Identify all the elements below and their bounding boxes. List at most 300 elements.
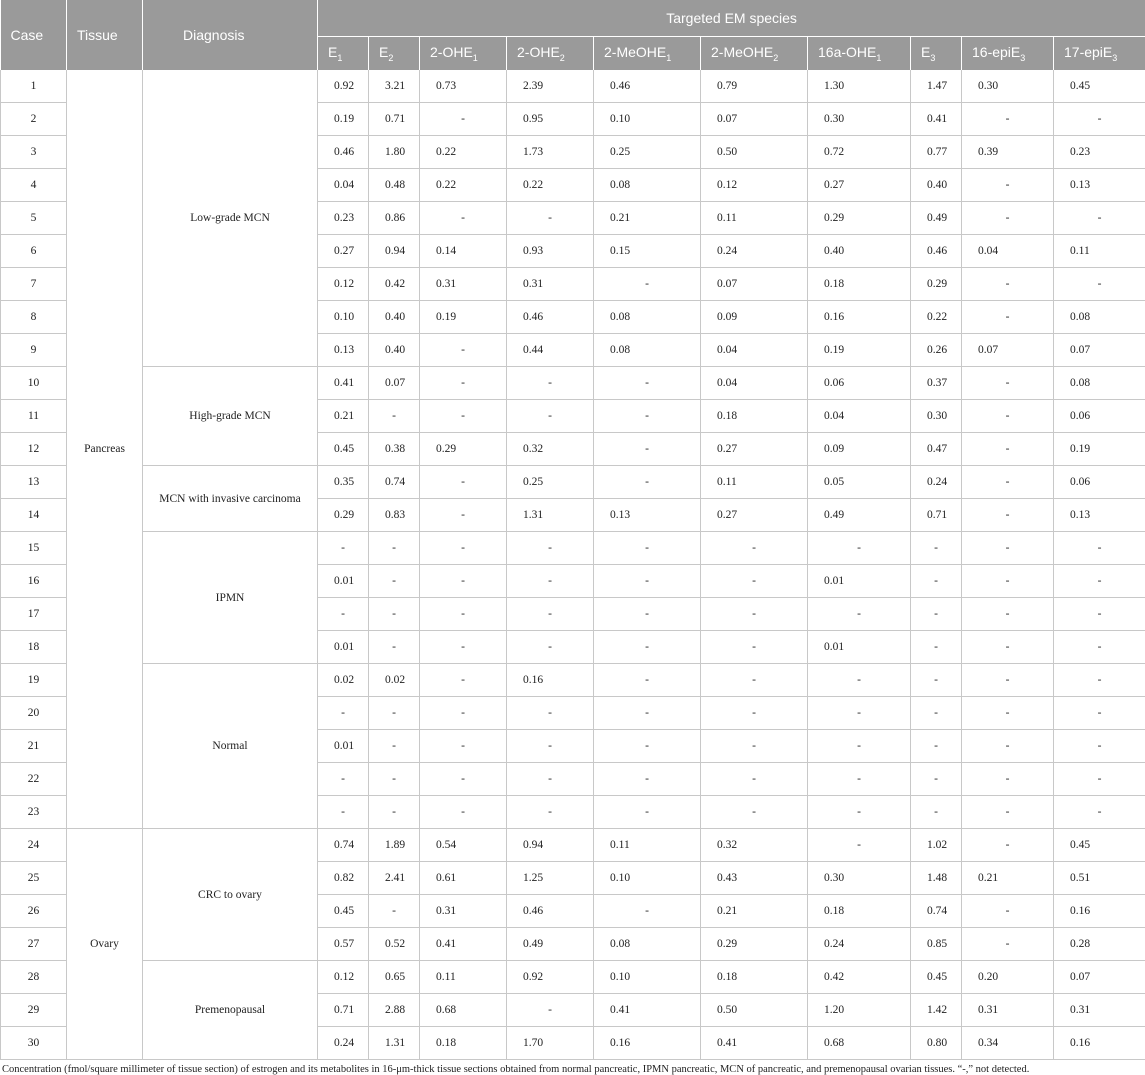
header-tissue: Tissue <box>67 0 143 70</box>
case-number: 24 <box>1 829 67 862</box>
value-cell: 0.40 <box>911 169 962 202</box>
value-cell: - <box>594 466 701 499</box>
value-cell: 0.86 <box>369 202 420 235</box>
value-cell: - <box>808 763 911 796</box>
value-cell: - <box>911 763 962 796</box>
value-cell: 0.74 <box>369 466 420 499</box>
value-cell: - <box>962 169 1054 202</box>
value-cell: - <box>594 763 701 796</box>
table-row <box>1 532 1145 565</box>
value-cell: - <box>962 664 1054 697</box>
species-subscript: 3 <box>1020 53 1025 63</box>
value-cell: - <box>1054 103 1145 136</box>
value-cell: - <box>594 268 701 301</box>
value-cell: 0.65 <box>369 961 420 994</box>
value-cell: 0.54 <box>420 829 507 862</box>
diagnosis-cell: MCN with invasive carcinoma <box>143 466 318 532</box>
value-cell: 0.19 <box>420 301 507 334</box>
value-cell: 0.39 <box>962 136 1054 169</box>
species-name: 16-epiE <box>972 44 1020 60</box>
case-number: 3 <box>1 136 67 169</box>
value-cell: 0.13 <box>1054 169 1145 202</box>
value-cell: 0.18 <box>808 268 911 301</box>
value-cell: 0.24 <box>808 928 911 961</box>
case-number: 29 <box>1 994 67 1027</box>
header-case: Case <box>1 0 67 70</box>
value-cell: 0.12 <box>701 169 808 202</box>
value-cell: - <box>594 796 701 829</box>
value-cell: 0.08 <box>594 928 701 961</box>
value-cell: - <box>962 466 1054 499</box>
value-cell: 0.11 <box>594 829 701 862</box>
value-cell: - <box>1054 532 1145 565</box>
species-name: 2-OHE <box>517 44 560 60</box>
value-cell: 1.48 <box>911 862 962 895</box>
value-cell: 0.08 <box>594 169 701 202</box>
value-cell: 0.92 <box>507 961 594 994</box>
value-cell: - <box>594 598 701 631</box>
value-cell: 1.25 <box>507 862 594 895</box>
value-cell: - <box>594 367 701 400</box>
value-cell: 0.18 <box>808 895 911 928</box>
value-cell: - <box>420 532 507 565</box>
header-species <box>701 37 808 71</box>
value-cell: 0.71 <box>369 103 420 136</box>
value-cell: 0.45 <box>911 961 962 994</box>
species-subscript: 2 <box>773 53 778 63</box>
value-cell: - <box>808 664 911 697</box>
value-cell: - <box>420 334 507 367</box>
case-number: 28 <box>1 961 67 994</box>
header-species <box>808 37 911 71</box>
value-cell: 0.06 <box>808 367 911 400</box>
value-cell: - <box>369 565 420 598</box>
value-cell: 0.06 <box>1054 400 1145 433</box>
value-cell: 0.41 <box>594 994 701 1027</box>
value-cell: 0.14 <box>420 235 507 268</box>
value-cell: 0.71 <box>911 499 962 532</box>
case-number: 20 <box>1 697 67 730</box>
value-cell: - <box>962 499 1054 532</box>
case-number: 16 <box>1 565 67 598</box>
value-cell: 0.68 <box>808 1027 911 1060</box>
value-cell: 0.13 <box>594 499 701 532</box>
value-cell: - <box>420 631 507 664</box>
value-cell: 0.11 <box>701 466 808 499</box>
value-cell: - <box>1054 763 1145 796</box>
value-cell: - <box>507 598 594 631</box>
value-cell: - <box>808 697 911 730</box>
header-species <box>369 37 420 71</box>
value-cell: - <box>507 994 594 1027</box>
value-cell: 0.27 <box>701 433 808 466</box>
value-cell: 0.12 <box>318 961 369 994</box>
value-cell: 0.45 <box>318 433 369 466</box>
value-cell: 0.13 <box>318 334 369 367</box>
value-cell: 1.47 <box>911 70 962 103</box>
value-cell: 0.29 <box>701 928 808 961</box>
value-cell: 1.42 <box>911 994 962 1027</box>
header-species <box>420 37 507 71</box>
tissue-cell: Ovary <box>67 829 143 1060</box>
value-cell: 0.15 <box>594 235 701 268</box>
value-cell: 1.70 <box>507 1027 594 1060</box>
value-cell: - <box>701 598 808 631</box>
value-cell: 0.08 <box>1054 301 1145 334</box>
value-cell: 0.79 <box>701 70 808 103</box>
value-cell: 0.20 <box>962 961 1054 994</box>
value-cell: - <box>420 598 507 631</box>
value-cell: 0.49 <box>507 928 594 961</box>
value-cell: 0.41 <box>911 103 962 136</box>
value-cell: - <box>808 829 911 862</box>
value-cell: 0.27 <box>318 235 369 268</box>
value-cell: - <box>701 532 808 565</box>
value-cell: 2.41 <box>369 862 420 895</box>
value-cell: 0.07 <box>369 367 420 400</box>
value-cell: 0.10 <box>594 862 701 895</box>
value-cell: 0.44 <box>507 334 594 367</box>
value-cell: - <box>507 532 594 565</box>
value-cell: 0.73 <box>420 70 507 103</box>
value-cell: 0.35 <box>318 466 369 499</box>
value-cell: 0.30 <box>808 862 911 895</box>
value-cell: 2.88 <box>369 994 420 1027</box>
value-cell: 1.30 <box>808 70 911 103</box>
value-cell: 0.07 <box>1054 334 1145 367</box>
value-cell: - <box>911 697 962 730</box>
value-cell: 0.07 <box>962 334 1054 367</box>
value-cell: 0.01 <box>808 565 911 598</box>
value-cell: 0.82 <box>318 862 369 895</box>
value-cell: - <box>701 565 808 598</box>
value-cell: - <box>911 565 962 598</box>
header-species <box>507 37 594 71</box>
value-cell: - <box>369 763 420 796</box>
species-subscript: 1 <box>666 53 671 63</box>
value-cell: - <box>1054 796 1145 829</box>
case-number: 1 <box>1 70 67 103</box>
value-cell: - <box>962 301 1054 334</box>
value-cell: 0.04 <box>962 235 1054 268</box>
value-cell: - <box>507 730 594 763</box>
value-cell: - <box>369 730 420 763</box>
value-cell: - <box>369 400 420 433</box>
value-cell: 0.42 <box>808 961 911 994</box>
value-cell: 0.09 <box>701 301 808 334</box>
value-cell: 0.80 <box>911 1027 962 1060</box>
value-cell: - <box>701 631 808 664</box>
value-cell: - <box>594 433 701 466</box>
value-cell: 0.24 <box>318 1027 369 1060</box>
value-cell: 0.31 <box>420 895 507 928</box>
value-cell: - <box>369 895 420 928</box>
case-number: 15 <box>1 532 67 565</box>
value-cell: 0.01 <box>318 631 369 664</box>
value-cell: 2.39 <box>507 70 594 103</box>
value-cell: - <box>808 532 911 565</box>
value-cell: - <box>507 631 594 664</box>
value-cell: 0.31 <box>507 268 594 301</box>
header-species <box>962 37 1054 71</box>
value-cell: 0.92 <box>318 70 369 103</box>
value-cell: - <box>369 631 420 664</box>
header-targeted-em-species: Targeted EM species <box>318 0 1145 37</box>
value-cell: - <box>701 730 808 763</box>
value-cell: - <box>507 565 594 598</box>
case-number: 22 <box>1 763 67 796</box>
value-cell: 0.04 <box>701 334 808 367</box>
value-cell: - <box>318 796 369 829</box>
value-cell: 0.40 <box>808 235 911 268</box>
value-cell: 0.04 <box>701 367 808 400</box>
value-cell: 0.46 <box>911 235 962 268</box>
value-cell: 1.73 <box>507 136 594 169</box>
value-cell: - <box>911 664 962 697</box>
value-cell: 1.31 <box>369 1027 420 1060</box>
case-number: 2 <box>1 103 67 136</box>
value-cell: 0.19 <box>808 334 911 367</box>
value-cell: - <box>962 598 1054 631</box>
species-name: 17-epiE <box>1064 44 1112 60</box>
value-cell: - <box>507 400 594 433</box>
value-cell: 0.16 <box>1054 1027 1145 1060</box>
case-number: 9 <box>1 334 67 367</box>
value-cell: - <box>420 202 507 235</box>
value-cell: 0.04 <box>318 169 369 202</box>
value-cell: - <box>1054 268 1145 301</box>
value-cell: - <box>369 796 420 829</box>
value-cell: 0.30 <box>808 103 911 136</box>
header-species <box>318 37 369 71</box>
value-cell: 0.41 <box>318 367 369 400</box>
table-row <box>1 367 1145 400</box>
value-cell: 0.52 <box>369 928 420 961</box>
value-cell: 0.10 <box>318 301 369 334</box>
table-row <box>1 829 1145 862</box>
value-cell: - <box>808 598 911 631</box>
value-cell: - <box>1054 202 1145 235</box>
value-cell: - <box>420 499 507 532</box>
value-cell: 0.43 <box>701 862 808 895</box>
value-cell: - <box>507 796 594 829</box>
value-cell: - <box>420 697 507 730</box>
value-cell: - <box>594 895 701 928</box>
case-number: 17 <box>1 598 67 631</box>
value-cell: 0.46 <box>507 301 594 334</box>
value-cell: - <box>507 367 594 400</box>
value-cell: 0.16 <box>808 301 911 334</box>
header-species <box>911 37 962 71</box>
value-cell: - <box>318 532 369 565</box>
value-cell: 0.45 <box>318 895 369 928</box>
value-cell: 0.27 <box>808 169 911 202</box>
value-cell: 0.68 <box>420 994 507 1027</box>
value-cell: - <box>594 532 701 565</box>
value-cell: - <box>962 829 1054 862</box>
table-footnote: Concentration (fmol/square millimeter of tissue section) of estrogen and its metabolites in 16-μm-thick tissue sections obtained from normal pancreatic, IPMN pancreatic, MCN of pancreatic, and premenopausal ovarian tissues. “-,” not detected. <box>0 1060 1145 1075</box>
value-cell: 0.71 <box>318 994 369 1027</box>
case-number: 30 <box>1 1027 67 1060</box>
value-cell: - <box>420 664 507 697</box>
value-cell: 0.42 <box>369 268 420 301</box>
species-name: 2-MeOHE <box>604 44 666 60</box>
value-cell: - <box>962 697 1054 730</box>
value-cell: - <box>420 103 507 136</box>
value-cell: 0.38 <box>369 433 420 466</box>
value-cell: 0.47 <box>911 433 962 466</box>
value-cell: - <box>911 796 962 829</box>
value-cell: 0.29 <box>318 499 369 532</box>
value-cell: 0.01 <box>808 631 911 664</box>
value-cell: 0.24 <box>701 235 808 268</box>
species-name: 2-OHE <box>430 44 473 60</box>
value-cell: - <box>911 631 962 664</box>
case-number: 10 <box>1 367 67 400</box>
case-number: 27 <box>1 928 67 961</box>
value-cell: 1.89 <box>369 829 420 862</box>
value-cell: 0.46 <box>594 70 701 103</box>
value-cell: 0.11 <box>1054 235 1145 268</box>
case-number: 25 <box>1 862 67 895</box>
value-cell: - <box>318 763 369 796</box>
value-cell: - <box>594 631 701 664</box>
value-cell: 0.77 <box>911 136 962 169</box>
value-cell: - <box>1054 697 1145 730</box>
value-cell: - <box>594 730 701 763</box>
header-species <box>594 37 701 71</box>
value-cell: - <box>962 631 1054 664</box>
value-cell: 0.25 <box>507 466 594 499</box>
value-cell: 0.41 <box>701 1027 808 1060</box>
value-cell: - <box>420 565 507 598</box>
value-cell: 0.22 <box>420 136 507 169</box>
case-number: 23 <box>1 796 67 829</box>
value-cell: 0.29 <box>911 268 962 301</box>
value-cell: 1.02 <box>911 829 962 862</box>
value-cell: 0.50 <box>701 136 808 169</box>
species-subscript: 2 <box>560 53 565 63</box>
value-cell: 0.16 <box>507 664 594 697</box>
value-cell: 0.28 <box>1054 928 1145 961</box>
case-number: 8 <box>1 301 67 334</box>
value-cell: - <box>594 400 701 433</box>
value-cell: 0.83 <box>369 499 420 532</box>
value-cell: - <box>701 664 808 697</box>
value-cell: - <box>962 367 1054 400</box>
value-cell: 0.30 <box>911 400 962 433</box>
value-cell: 0.12 <box>318 268 369 301</box>
value-cell: - <box>318 697 369 730</box>
value-cell: 0.01 <box>318 565 369 598</box>
value-cell: - <box>594 664 701 697</box>
value-cell: 0.23 <box>1054 136 1145 169</box>
value-cell: - <box>962 928 1054 961</box>
species-subscript: 1 <box>473 53 478 63</box>
value-cell: 0.46 <box>318 136 369 169</box>
case-number: 12 <box>1 433 67 466</box>
value-cell: 3.21 <box>369 70 420 103</box>
value-cell: - <box>962 268 1054 301</box>
value-cell: 0.85 <box>911 928 962 961</box>
diagnosis-cell: Normal <box>143 664 318 829</box>
value-cell: 0.29 <box>808 202 911 235</box>
value-cell: - <box>962 763 1054 796</box>
value-cell: 0.74 <box>911 895 962 928</box>
value-cell: - <box>1054 664 1145 697</box>
value-cell: - <box>911 532 962 565</box>
case-number: 26 <box>1 895 67 928</box>
value-cell: - <box>420 466 507 499</box>
value-cell: 0.45 <box>1054 829 1145 862</box>
value-cell: 0.74 <box>318 829 369 862</box>
value-cell: 0.21 <box>701 895 808 928</box>
value-cell: 0.08 <box>594 334 701 367</box>
value-cell: 0.06 <box>1054 466 1145 499</box>
value-cell: - <box>420 763 507 796</box>
value-cell: - <box>962 103 1054 136</box>
value-cell: 0.16 <box>1054 895 1145 928</box>
table-row <box>1 70 1145 103</box>
value-cell: 0.22 <box>420 169 507 202</box>
value-cell: 0.49 <box>808 499 911 532</box>
species-name: 16a-OHE <box>818 44 876 60</box>
case-number: 18 <box>1 631 67 664</box>
value-cell: 0.94 <box>369 235 420 268</box>
value-cell: 1.80 <box>369 136 420 169</box>
value-cell: - <box>1054 565 1145 598</box>
value-cell: 0.13 <box>1054 499 1145 532</box>
value-cell: - <box>507 763 594 796</box>
value-cell: 0.32 <box>507 433 594 466</box>
value-cell: 0.09 <box>808 433 911 466</box>
value-cell: 1.20 <box>808 994 911 1027</box>
header-species <box>1054 37 1145 71</box>
value-cell: 0.07 <box>1054 961 1145 994</box>
value-cell: 0.72 <box>808 136 911 169</box>
value-cell: - <box>962 400 1054 433</box>
value-cell: 0.46 <box>507 895 594 928</box>
species-subscript: 1 <box>337 53 342 63</box>
value-cell: - <box>420 400 507 433</box>
value-cell: - <box>701 796 808 829</box>
value-cell: - <box>594 697 701 730</box>
value-cell: - <box>369 532 420 565</box>
value-cell: 0.50 <box>701 994 808 1027</box>
tissue-cell: Pancreas <box>67 70 143 829</box>
case-number: 5 <box>1 202 67 235</box>
value-cell: - <box>911 730 962 763</box>
value-cell: - <box>962 433 1054 466</box>
value-cell: 0.45 <box>1054 70 1145 103</box>
value-cell: 0.34 <box>962 1027 1054 1060</box>
case-number: 7 <box>1 268 67 301</box>
value-cell: 0.07 <box>701 103 808 136</box>
value-cell: 0.22 <box>507 169 594 202</box>
value-cell: 0.40 <box>369 334 420 367</box>
value-cell: 0.04 <box>808 400 911 433</box>
value-cell: 0.21 <box>594 202 701 235</box>
value-cell: 0.16 <box>594 1027 701 1060</box>
value-cell: - <box>1054 730 1145 763</box>
value-cell: 0.18 <box>420 1027 507 1060</box>
value-cell: - <box>318 598 369 631</box>
value-cell: 0.48 <box>369 169 420 202</box>
diagnosis-cell: CRC to ovary <box>143 829 318 961</box>
table-row <box>1 961 1145 994</box>
value-cell: - <box>962 730 1054 763</box>
diagnosis-cell: IPMN <box>143 532 318 664</box>
